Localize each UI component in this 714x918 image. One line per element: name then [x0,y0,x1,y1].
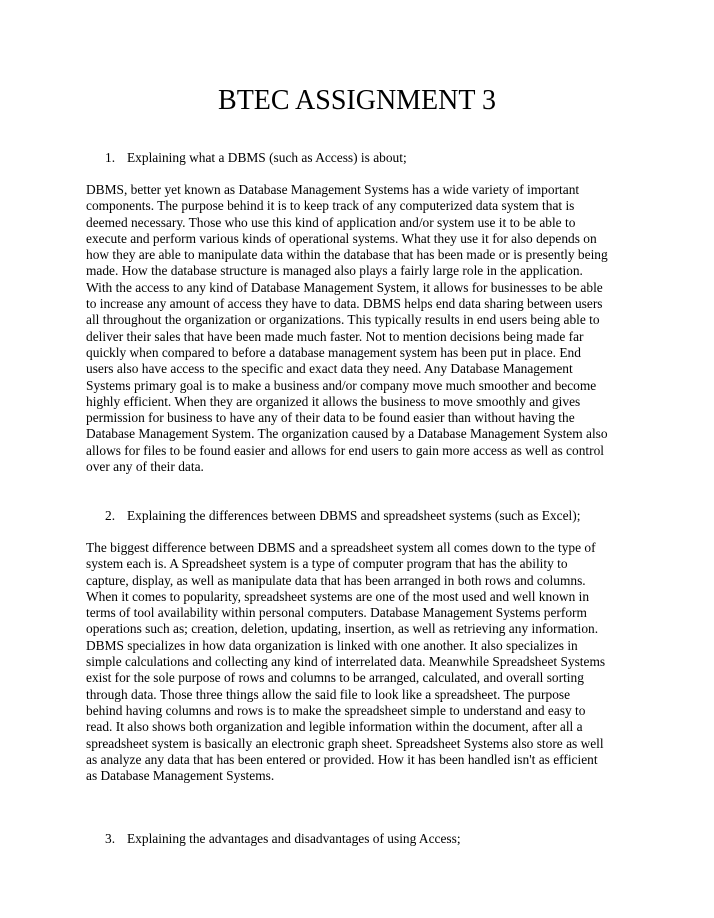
section-1-paragraph [86,182,646,475]
paragraph-line: The biggest difference between DBMS and a spreadsheet system all comes down to the type of [86,540,596,555]
section-3-number: 3. [105,831,116,846]
paragraph-line: Database Management System. The organization caused by a Database Management System also [86,426,608,442]
paragraph-line: to increase any amount of access they have to data. DBMS helps end data sharing between users [86,296,603,312]
paragraph-line: allows for files to be found easier and allows for end users to gain more access as well as control [86,442,604,458]
section-1-heading-text: Explaining what a DBMS (such as Access) is about; [127,150,407,165]
paragraph-line: how they are able to manipulate data within the database that has been made or is presently being [86,247,608,263]
section-2-number: 2. [105,508,116,523]
paragraph-line: as analyze any data that has been entered or provided. How it has been handled isn't as efficient [86,751,598,767]
paragraph-line: With the access to any kind of Database Management System, it allows for businesses to be able [86,279,603,295]
paragraph-line: exist for the sole purpose of rows and columns to be arranged, calculated, and overall sorting [86,670,584,686]
paragraph-line: all throughout the organization or organizations. This typically results in end users being able to [86,312,600,328]
paragraph-line: system each is. A Spreadsheet system is a type of computer program that has the ability to [86,556,568,572]
paragraph-line: terms of tool availability within personal computers. Database Management Systems perform [86,605,587,621]
section-3-heading [105,831,461,847]
document-title: BTEC ASSIGNMENT 3 [218,85,496,116]
paragraph-line: components. The purpose behind it is to keep track of any computerized data system that is [86,198,575,214]
paragraph-line: highly efficient. When they are organized it allows the business to move smoothly and gives [86,393,581,409]
paragraph-line: behind having columns and rows is to make the spreadsheet simple to understand and easy to [86,702,586,718]
paragraph-line: deliver their sales that have been made much faster. Not to mention decisions being made far [86,328,584,344]
paragraph-line: When it comes to popularity, spreadsheet systems are one of the most used and well known in [86,588,590,604]
paragraph-line: quickly when compared to before a database management system has been put in place. End [86,344,581,360]
paragraph-line: over any of their data. [86,459,204,475]
paragraph-line: permission for business to have any of their data to be found easier than without having the [86,410,575,426]
section-1-number: 1. [105,150,116,165]
section-2-heading-text: Explaining the differences between DBMS and spreadsheet systems (such as Excel); [127,508,581,523]
section-2-heading [105,508,580,524]
paragraph-line: simple calculations and collecting any kind of interrelated data. Meanwhile Spreadsheet Systems [86,654,606,670]
paragraph-line: Systems primary goal is to make a business and/or company move much smoother and become [86,377,597,393]
section-1-heading [105,150,407,166]
paragraph-line: DBMS specializes in how data organization is linked with one another. It also specializes in [86,637,578,653]
paragraph-line: operations such as; creation, deletion, updating, insertion, as well as retrieving any information. [86,621,599,637]
paragraph-line: execute and perform various kinds of operational systems. What they use it for also depends on [86,230,597,246]
paragraph-line: spreadsheet system is basically an electronic graph sheet. Spreadsheet Systems also store as well [86,735,604,751]
paragraph-line: as Database Management Systems. [86,768,275,784]
paragraph-line: capture, display, as well as manipulate data that has been arranged in both rows and columns. [86,572,586,588]
paragraph-line: users also have access to the specific and exact data they need. Any Database Management [86,361,573,377]
paragraph-line: read. It also shows both organization and legible information within the document, after all a [86,719,583,735]
paragraph-line: made. How the database structure is managed also plays a fairly large role in the application. [86,263,583,279]
paragraph-line: through data. Those three things allow the said file to look like a spreadsheet. The purpose [86,686,571,702]
section-2-paragraph [86,540,646,784]
section-3-heading-text: Explaining the advantages and disadvantages of using Access; [127,831,461,846]
paragraph-line: deemed necessary. Those who use this kind of application and/or system use it to be able to [86,214,576,230]
paragraph-line: DBMS, better yet known as Database Management Systems has a wide variety of important [86,182,580,197]
